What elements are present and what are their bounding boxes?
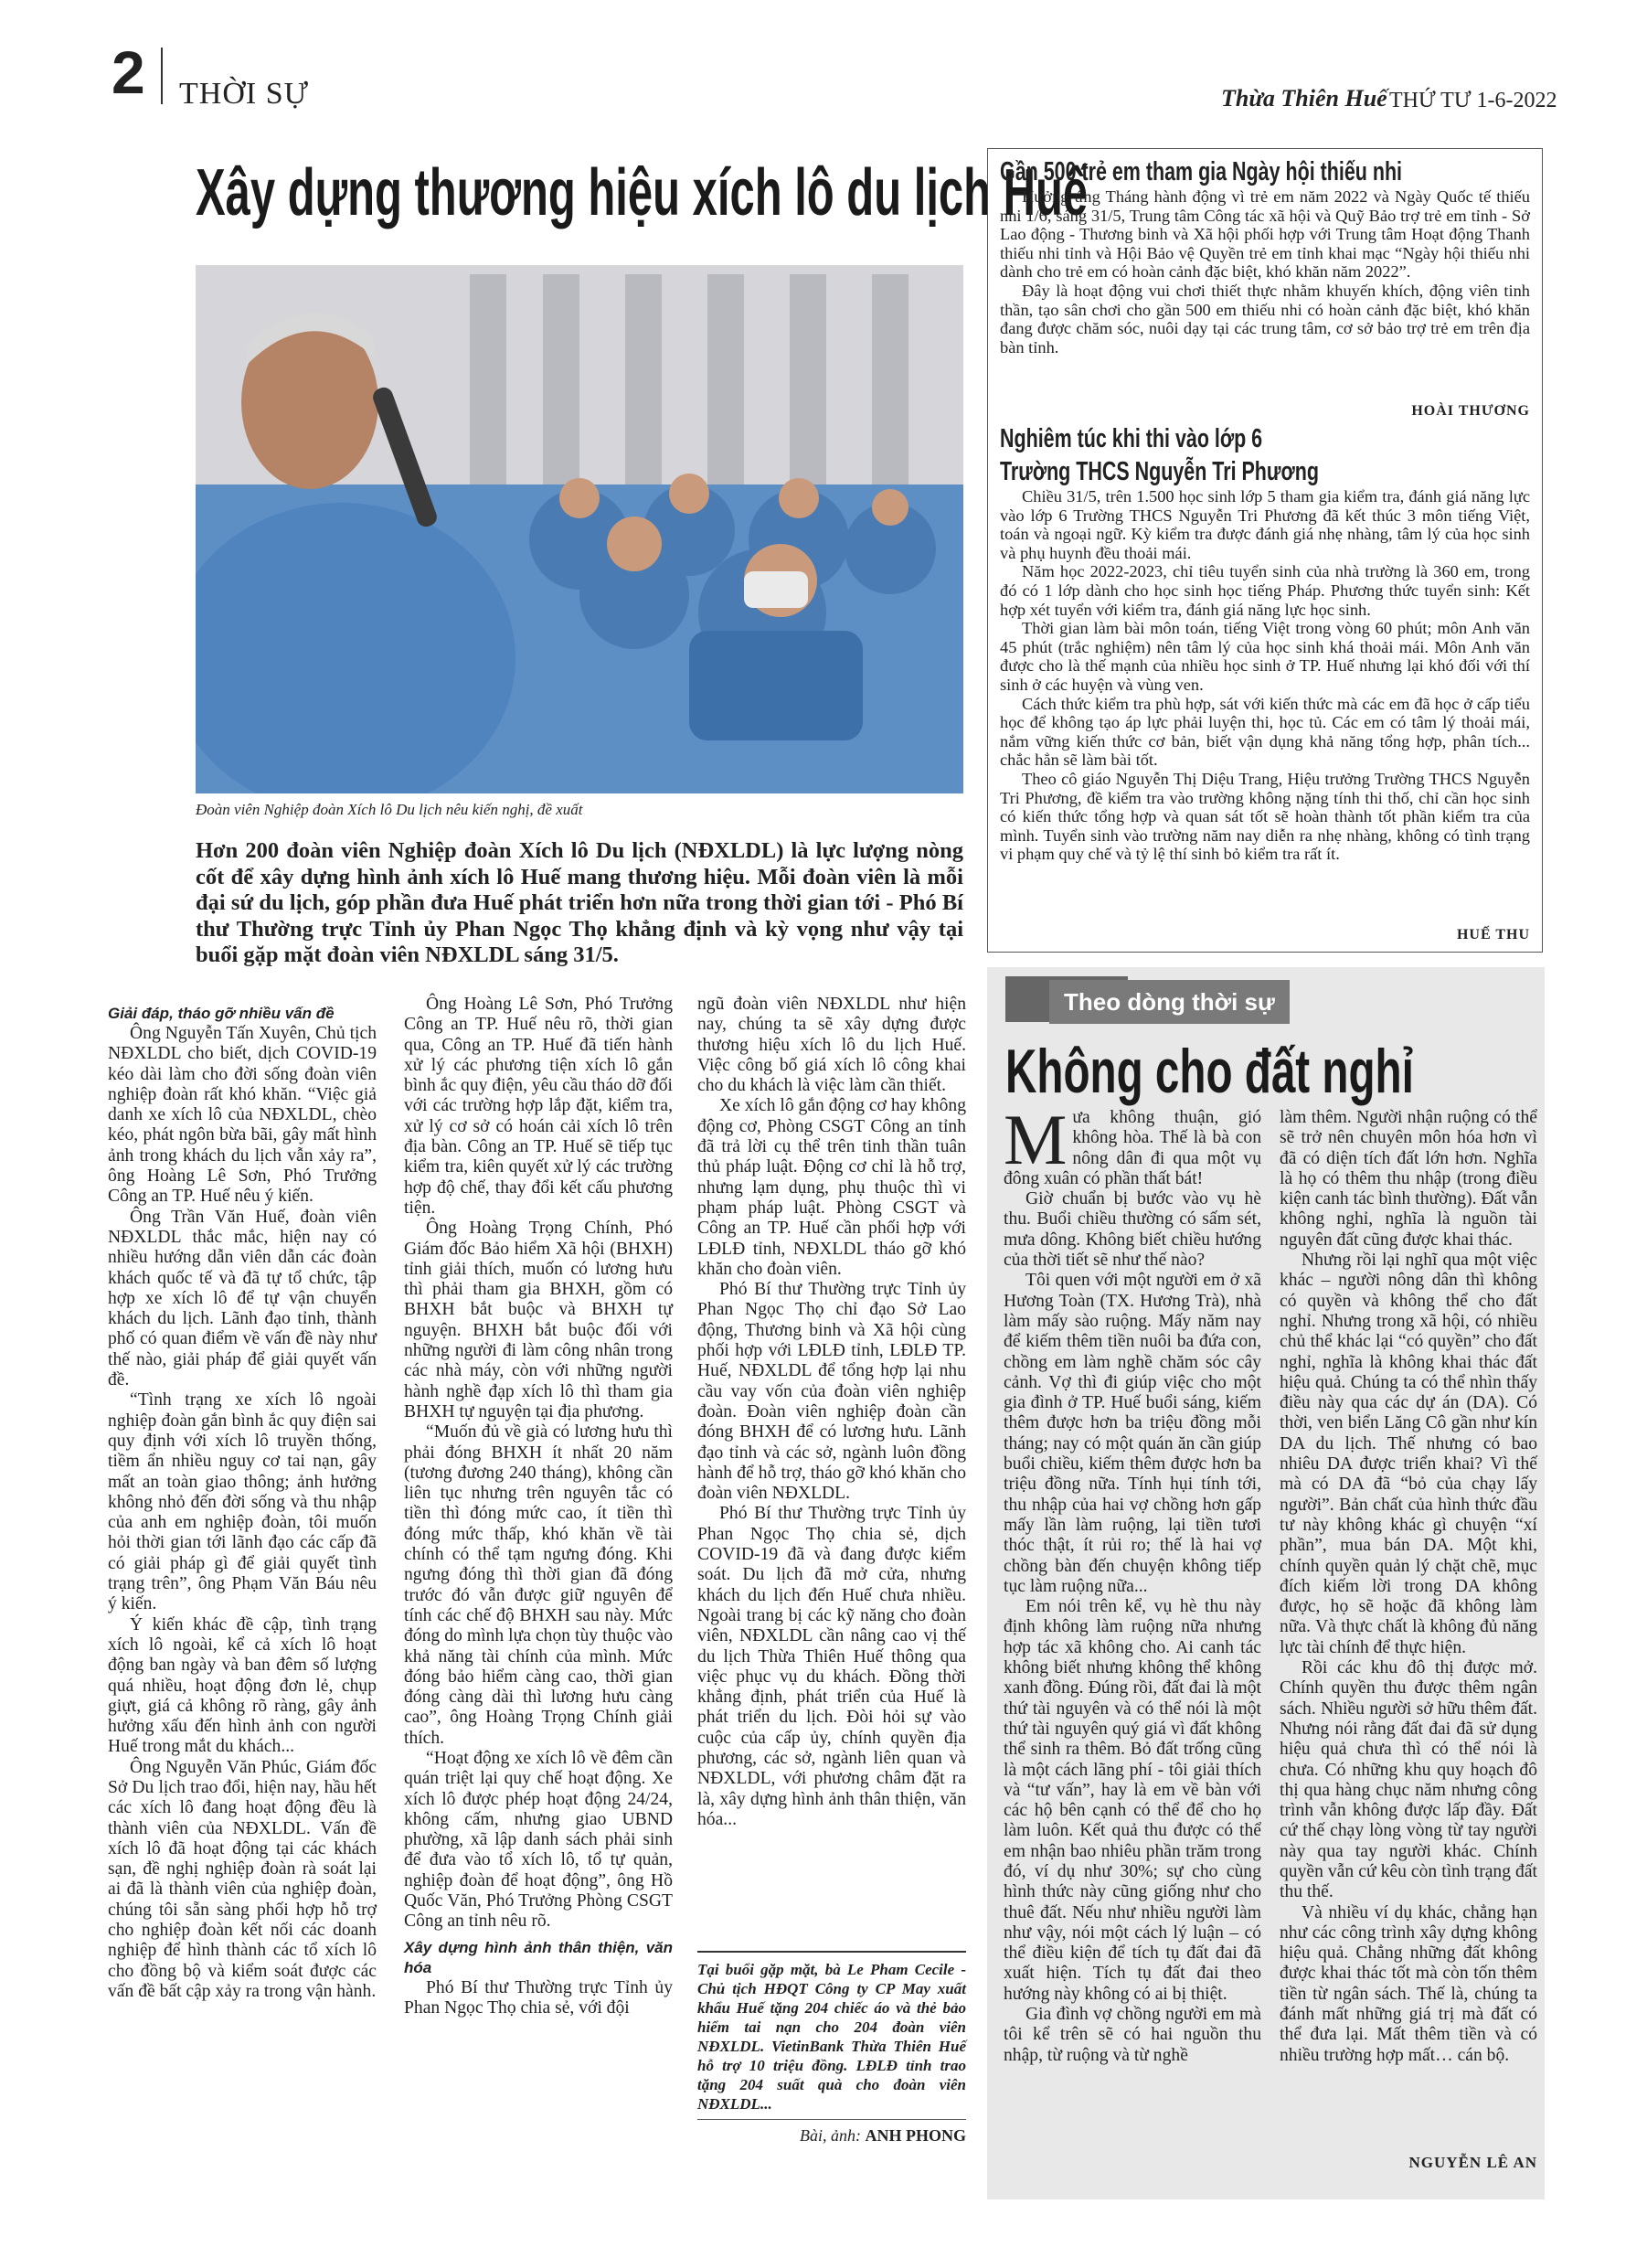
- article-column-3: [697, 995, 966, 1830]
- paragraph: Và nhiều ví dụ khác, chẳng hạn như các công trình xây dựng không hiệu quả. Chẳng những đất không được khai thác tốt mà còn tốn thêm tiền từ ngân sách. Thế là, chúng ta đánh mất những giá trị mà đất có thể đưa lại. Mất thêm tiền và có nhiều trường hợp mất… cán bộ.: [1280, 1902, 1537, 2065]
- subhead-1: Giải đáp, tháo gỡ nhiều vấn đề: [108, 1005, 335, 1022]
- paragraph: Ông Nguyễn Tấn Xuyên, Chủ tịch NĐXLDL cho biết, dịch COVID-19 kéo dài làm cho đời sống đoàn viên nghiệp đoàn rất khó khăn. “Việc giả danh xe xích lô của NĐXLDL, chèo kéo, phát ngôn bừa bãi, gây mất hình ảnh trong khách du lịch vẫn xảy ra”, ông Hoàng Lê Sơn, Phó Trưởng Công an TP. Huế nêu ý kiến.: [108, 1024, 377, 1207]
- paragraph: Ý kiến khác đề cập, tình trạng xích lô ngoài, kể cả xích lô hoạt động ban ngày và ban đêm số lượng quá nhiều, hoạt động đơn lẻ, chụp giựt, giá cả không rõ ràng, gây ảnh hưởng xấu đến hình ảnh con người Huế trong mắt du khách...: [108, 1614, 377, 1757]
- paragraph: Rồi các khu đô thị được mở. Chính quyền thu được thêm ngân sách. Nhiều người sở hữu thêm đất. Nhưng nói rằng đất đai đã sử dụng hiệu quả chưa thì có thể nói là chưa. Có những khu quy hoạch đô thị qua hàng chục năm nhưng công trình vẫn không được lấp đầy. Đất cứ thế chạy lòng vòng từ tay người này qua tay người khác. Chính quyền vẫn cứ kêu còn tình trạng đất thu thế.: [1280, 1658, 1537, 1902]
- byline-label: Bài, ảnh:: [800, 2126, 861, 2145]
- article-column-2: [404, 995, 673, 2018]
- header-divider: [161, 48, 163, 104]
- paragraph: Phó Bí thư Thường trực Tỉnh ủy Phan Ngọc Thọ chia sẻ, dịch COVID-19 đã và đang được kiểm soát. Du lịch đã mở cửa, nhưng khách du lịch đến Huế chưa nhiều. Ngoài trang bị các kỹ năng cho đoàn viên, NĐXLDL cần nâng cao vị thế du lịch Thừa Thiên Huế thông qua việc phục vụ du khách. Đồng thời khẳng định, phát triển của Huế là phát triển du lịch. Đòi hỏi sự vào cuộc của cấp ủy, chính quyền địa phương, các sở, ngành liên quan và NĐXLDL, với phương châm đặt ra là, xây dựng hình ảnh thân thiện, văn hóa...: [697, 1504, 966, 1829]
- brief-1-title: Gần 500 trẻ em tham gia Ngày hội thiếu nhi: [1000, 157, 1403, 186]
- paragraph: Thời gian làm bài môn toán, tiếng Việt trong vòng 60 phút; môn Anh văn 45 phút (trắc nghiệm) nên tâm lý của học sinh khá thoải mái. Môn Anh văn được cho là thế mạnh của nhiều học sinh ở TP. Huế nhưng lại khó đối với thí sinh ở các huyện và vùng ven.: [1000, 619, 1530, 694]
- paragraph: ngũ đoàn viên NĐXLDL như hiện nay, chúng ta sẽ xây dựng được thương hiệu xích lô du lịch Huế. Việc công bố giá xích lô công khai cho du khách là việc làm cần thiết.: [697, 995, 966, 1096]
- paragraph: Chiều 31/5, trên 1.500 học sinh lớp 5 tham gia kiểm tra, đánh giá năng lực vào lớp 6 Trường THCS Nguyễn Tri Phương đã kết thúc 3 môn tiếng Việt, toán và ngoại ngữ. Kỳ kiểm tra được đánh giá nhẹ nhàng, tâm lý của học sinh và phụ huynh đều thoải mái.: [1000, 487, 1530, 562]
- paragraph: Nhưng rồi lại nghĩ qua một việc khác – người nông dân thì không có quyền và không thể cho đất nghỉ. Nhưng trong xã hội, có nhiều chủ thể khác lại “có quyền” cho đất nghỉ, nghĩa là không khai thác đất hiệu quả. Chúng ta có thể nhìn thấy điều này qua các dự án (DA). Có thời, ven biển Lăng Cô gần như kín DA du lịch. Thế nhưng có bao nhiêu DA được triển khai? Vì thế mà có DA đã “bỏ của chạy lấy người”. Bản chất của hình thức đầu tư này không khác gì chuyện “xí phần”, mua bán DA. Một khi, chính quyền quản lý chặt chẽ, mục đích kiếm lời trong DA không được, họ sẽ hoặc đã không làm nữa. Và thực chất là không đủ năng lực tài chính để thực hiện.: [1280, 1251, 1537, 1657]
- article-byline: [697, 2126, 966, 2146]
- opening-paragraph: [1004, 1100, 1261, 1189]
- main-photo: [196, 265, 963, 793]
- paragraph: Năm học 2022-2023, chỉ tiêu tuyển sinh của nhà trường là 360 em, trong đó có 1 lớp dành cho học sinh học tiếng Pháp. Phương thức tuyển sinh: Kết hợp xét tuyển với kiểm tra, đánh giá năng lực học sinh.: [1000, 562, 1530, 619]
- paragraph: Hưởng ứng Tháng hành động vì trẻ em năm 2022 và Ngày Quốc tế thiếu nhi 1/6, sáng 31/5, Trung tâm Công tác xã hội và Quỹ Bảo trợ trẻ em tỉnh - Sở Lao động - Thương binh và Xã hội phối hợp với Trung tâm Hoạt động Thanh thiếu nhi tỉnh và Hội Bảo vệ Quyền trẻ em tỉnh khai mạc “Ngày hội thiếu nhi dành cho trẻ em có hoàn cảnh đặc biệt, khó khăn năm 2022”.: [1000, 187, 1530, 282]
- subhead-2: Xây dựng hình ảnh thân thiện, văn hóa: [404, 1938, 673, 1976]
- paragraph: Phó Bí thư Thường trực Tỉnh ủy Phan Ngọc Thọ chỉ đạo Sở Lao động, Thương binh và Xã hội cùng phối hợp với LĐLĐ tỉnh, LĐLĐ TP. Huế, NĐXLDL để tổng hợp lại nhu cầu vay vốn của đoàn viên nghiệp đoàn. Đoàn viên nghiệp đoàn cần đóng BHXH để có lương hưu. Lãnh đạo tỉnh và các sở, ngành luôn đồng hành để hỗ trợ, tháo gỡ khó khăn cho đoàn viên NĐXLDL.: [697, 1280, 966, 1504]
- opinion-author: NGUYỄN LÊ AN: [1408, 2154, 1537, 2171]
- paragraph: làm thêm. Người nhận ruộng có thể sẽ trở nên chuyên môn hóa hơn vì đã có diện tích đất lớn hơn. Nghĩa là họ có thêm thu nhập (trong điều kiện canh tác bình thường). Đất vẫn không nghỉ, nghĩa là nguồn tài nguyên đất cũng được khai thác.: [1280, 1108, 1537, 1250]
- paragraph: Theo cô giáo Nguyễn Thị Diệu Trang, Hiệu trưởng Trường THCS Nguyễn Tri Phương, đề kiểm tra vào trường không nặng tính thi thố, chỉ cần học sinh có kiến thức tổng hợp và quan sát tốt sẽ hoàn thành tốt phần kiểm tra của mình. Tuyển sinh vào trường năm nay diễn ra nhẹ nhàng, không có tình trạng vi phạm quy chế và tỷ lệ thí sinh bỏ kiểm tra rất ít.: [1000, 769, 1530, 864]
- paragraph: Ông Nguyễn Văn Phúc, Giám đốc Sở Du lịch trao đổi, hiện nay, hầu hết các xích lô đang hoạt động đều là thành viên của NĐXLDL. Vấn đề xích lô đã hoạt động tại các khách sạn, đề nghị nghiệp đoàn rà soát lại ai đã là thành viên của nghiệp đoàn, chúng tôi sẵn sàng phối hợp hỗ trợ cho nghiệp đoàn kết nối các doanh nghiệp để hình thành các tổ xích lô cho đồng bộ và kiểm soát được các vấn đề bất cập xảy ra trong vận hành.: [108, 1757, 377, 2001]
- issue-date: THỨ TƯ 1-6-2022: [1389, 89, 1557, 112]
- paragraph: “Muốn đủ về già có lương hưu thì phải đóng BHXH ít nhất 20 năm (tương đương 240 tháng), không cần liên tục nhưng trên nguyên tắc có tiền thì đóng mức cao, ít tiền thì đóng mức thấp, khó khăn về tài chính có thể tạm ngưng đóng. Khi ngưng đóng thì thời gian đã đóng trước đó vẫn được giữ nguyên để tính các chế độ BHXH sau này. Mức đóng do mình lựa chọn tùy thuộc vào khả năng tài chính của mình. Mức đóng bảo hiểm càng cao, thời gian đóng càng dài thì lương hưu càng cao”, ông Hoàng Trọng Chính giải thích.: [404, 1422, 673, 1748]
- paragraph: Em nói trên kể, vụ hè thu này định không làm ruộng nữa nhưng hợp tác xã không cho. Ai canh tác không biết nhưng không thể không xanh đồng. Đúng rồi, đất đai là một thứ tài nguyên và có thể nói là một thứ tài nguyên quý giá vì đất không thể sinh ra thêm. Bỏ đất trống cũng là một cách lãng phí - tôi giải thích và “tư vấn”, hay là em về bàn với các hộ bên cạnh có thể để cho họ làm luôn. Kết quả thu được có thể em nhận bao nhiêu phần trăm trong đó, ví dụ như 30%; sự cho cùng hình thức này cũng giống như cho thuê đất. Nếu như nhiều người làm như vậy, nói một cách lý luận – có thể điều kiện để tích tụ đất đai đã xuất hiện. Tích tụ đất đai theo hướng này không có ai bị thiệt.: [1004, 1597, 1261, 2004]
- article-lead: Hơn 200 đoàn viên Nghiệp đoàn Xích lô Du lịch (NĐXLDL) là lực lượng nòng cốt để xây dựng hình ảnh xích lô Huế mang thương hiệu. Mỗi đoàn viên là mỗi đại sứ du lịch, góp phần đưa Huế phát triển hơn nữa trong thời gian tới - Phó Bí thư Thường trực Tỉnh ủy Phan Ngọc Thọ khẳng định và kỳ vọng như vậy tại buổi gặp mặt đoàn viên NĐXLDL sáng 31/5.: [196, 838, 963, 968]
- paper-name: Thừa Thiên Huế: [1221, 85, 1387, 112]
- paragraph: Tôi quen với một người em ở xã Hương Toàn (TX. Hương Trà), nhà làm mấy sào ruộng. Mấy năm nay để kiếm thêm tiền nuôi ba đứa con, chồng em làm nghề chăm sóc cây cảnh. Vợ thì đi giúp việc cho một gia đình ở TP. Huế buổi sáng, kiếm thêm được hơn ba triệu đồng mỗi tháng; nay có một quán ăn cần giúp buổi chiều, kiếm thêm được hơn ba triệu đồng nữa. Tính hụi tính tới, thu nhập của hai vợ chồng hơn gấp mấy lần làm ruộng, lại tiền tươi thóc thật, ít rủi ro; thế là hai vợ chồng bàn đến chuyện không tiếp tục làm ruộng nữa...: [1004, 1271, 1261, 1596]
- photo-caption: Đoàn viên Nghiệp đoàn Xích lô Du lịch nêu kiến nghị, đề xuất: [196, 801, 583, 818]
- dropcap: M: [1004, 1100, 1068, 1179]
- byline-name: ANH PHONG: [865, 2126, 966, 2145]
- brief-2-title-line2: Trường THCS Nguyễn Tri Phương: [1000, 457, 1319, 486]
- article-column-1: [108, 1004, 377, 2002]
- brief-1-author: HOÀI THƯƠNG: [1411, 403, 1530, 419]
- brief-2-author: HUẾ THU: [1456, 927, 1530, 942]
- brief-1-body: [1000, 187, 1530, 357]
- paragraph: Ông Trần Văn Huế, đoàn viên NĐXLDL thắc mắc, hiện nay có nhiều hướng dẫn viên dẫn các đoàn khách quốc tế và đã tự tổ chức, tập hợp xe xích lô để tự vận chuyển khách du lịch. Lãnh đạo tỉnh, thành phố có quan điểm về vấn đề này như thế nào, giải pháp để giải quyết vấn đề.: [108, 1207, 377, 1390]
- main-title: Xây dựng thương hiệu xích lô du lịch Huế: [196, 156, 1089, 229]
- note-rule: [697, 1951, 966, 1953]
- paragraph: Giờ chuẩn bị bước vào vụ hè thu. Buổi chiều thường có sấm sét, mưa dông. Không biết chiều hướng của thời tiết sẽ như thế nào?: [1004, 1189, 1261, 1271]
- paragraph: “Hoạt động xe xích lô về đêm cần quán triệt lại quy chế hoạt động. Xe xích lô được phép hoạt động 24/24, không cấm, nhưng giao UBND phường, xã lập danh sách phải sinh để đưa vào tổ xích lô, tổ tự quản, nghiệp đoàn để hoạt động”, ông Hồ Quốc Văn, Phó Trưởng Phòng CSGT Công an tỉnh nêu rõ.: [404, 1748, 673, 1932]
- photo-note: Tại buổi gặp mặt, bà Le Pham Cecile - Chủ tịch HĐQT Công ty CP May xuất khẩu Huế tặng 204 chiếc áo và thẻ bảo hiểm tai nạn cho 204 đoàn viên NĐXLDL. VietinBank Thừa Thiên Huế hỗ trợ 10 triệu đồng. LĐLĐ tỉnh trao tặng 204 suất quà cho đoàn viên NĐXLDL...: [697, 1961, 966, 2113]
- kicker-label: Theo dòng thời sự: [1049, 980, 1290, 1024]
- opinion-title: Không cho đất nghỉ: [1005, 1037, 1414, 1106]
- brief-2-body: [1000, 487, 1530, 864]
- paragraph: Ông Hoàng Lê Sơn, Phó Trưởng Công an TP. Huế nêu rõ, thời gian qua, Công an TP. Huế đã tiến hành xử lý các phương tiện xích lô gắn bình ắc quy điện, yêu cầu tháo dỡ đối với các trường hợp lắp đặt, kiểm tra, xử lý cơ sở có hoán cải xích lô trên địa bàn. Công an TP. Huế sẽ tiếp tục kiểm tra, kiên quyết xử lý các trường hợp độ chế, thay đổi kết cấu phương tiện.: [404, 995, 673, 1218]
- paragraph: Phó Bí thư Thường trực Tỉnh ủy Phan Ngọc Thọ chia sẻ, với đội: [404, 1977, 673, 2018]
- paragraph: Ông Hoàng Trọng Chính, Phó Giám đốc Bảo hiểm Xã hội (BHXH) tỉnh giải thích, muốn có lương hưu thì phải tham gia BHXH, gồm có BHXH bắt buộc và BHXH tự nguyện. BHXH bắt buộc đối với những người đi làm công nhân trong các nhà máy, còn với những người hành nghề đạp xích lô thì tham gia BHXH tự nguyện tại địa phương.: [404, 1219, 673, 1421]
- paragraph: Xe xích lô gắn động cơ hay không động cơ, Phòng CSGT Công an tỉnh đã trả lời cụ thể trên tinh thần tuân thủ pháp luật. Động cơ chỉ là hỗ trợ, nhưng lạm dụng, phụ thuộc thì vi phạm pháp luật. Phòng CSGT và Công an TP. Huế cần phối hợp với LĐLĐ tỉnh, NĐXLDL tháo gỡ khó khăn cho đoàn viên.: [697, 1096, 966, 1279]
- paragraph: Đây là hoạt động vui chơi thiết thực nhằm khuyến khích, động viên tinh thần, tạo sân chơi cho gần 500 em thiếu nhi có hoàn cảnh đặc biệt, khó khăn đang được chăm sóc, nuôi dạy tại các trung tâm, cơ sở bảo trợ trẻ em trên địa bàn tỉnh.: [1000, 281, 1530, 357]
- opinion-column-2: [1280, 1108, 1537, 2066]
- paragraph: “Tình trạng xe xích lô ngoài nghiệp đoàn gắn bình ắc quy điện sai quy định với xích lô truyền thống, tiềm ẩn nhiều nguy cơ tai nạn, gây mất an toàn giao thông; ảnh hưởng không nhỏ đến đời sống và thu nhập của anh em nghiệp đoàn, tôi muốn hỏi thời gian tới lãnh đạo các cấp đã có giải pháp gì để giải quyết tình trạng trên”, ông Phạm Văn Báu nêu ý kiến.: [108, 1390, 377, 1614]
- byline-rule: [697, 2119, 966, 2120]
- brief-2-title-line1: Nghiêm túc khi thi vào lớp 6: [1000, 424, 1263, 453]
- page-number: 2: [112, 38, 145, 106]
- photo-illustration: [196, 265, 963, 793]
- paragraph: Gia đình vợ chồng người em mà tôi kể trên sẽ có hai nguồn thu nhập, từ ruộng và từ nghề: [1004, 2005, 1261, 2065]
- section-label: THỜI SỰ: [179, 77, 309, 111]
- opinion-column-1: [1004, 1100, 1261, 2066]
- opening-text: ưa không thuận, gió không hòa. Thế là bà con nông dân đi qua một vụ đông xuân có phần thất bát!: [1004, 1108, 1261, 1188]
- paragraph: Cách thức kiểm tra phù hợp, sát với kiến thức mà các em đã học ở cấp tiểu học để không tạo áp lực phải luyện thi, học tủ. Các em có tâm lý thoải mái, nắm vững kiến thức cơ bản, biết vận dụng khả năng tổng hợp, phân tích... chắc hẳn sẽ làm bài tốt.: [1000, 694, 1530, 770]
